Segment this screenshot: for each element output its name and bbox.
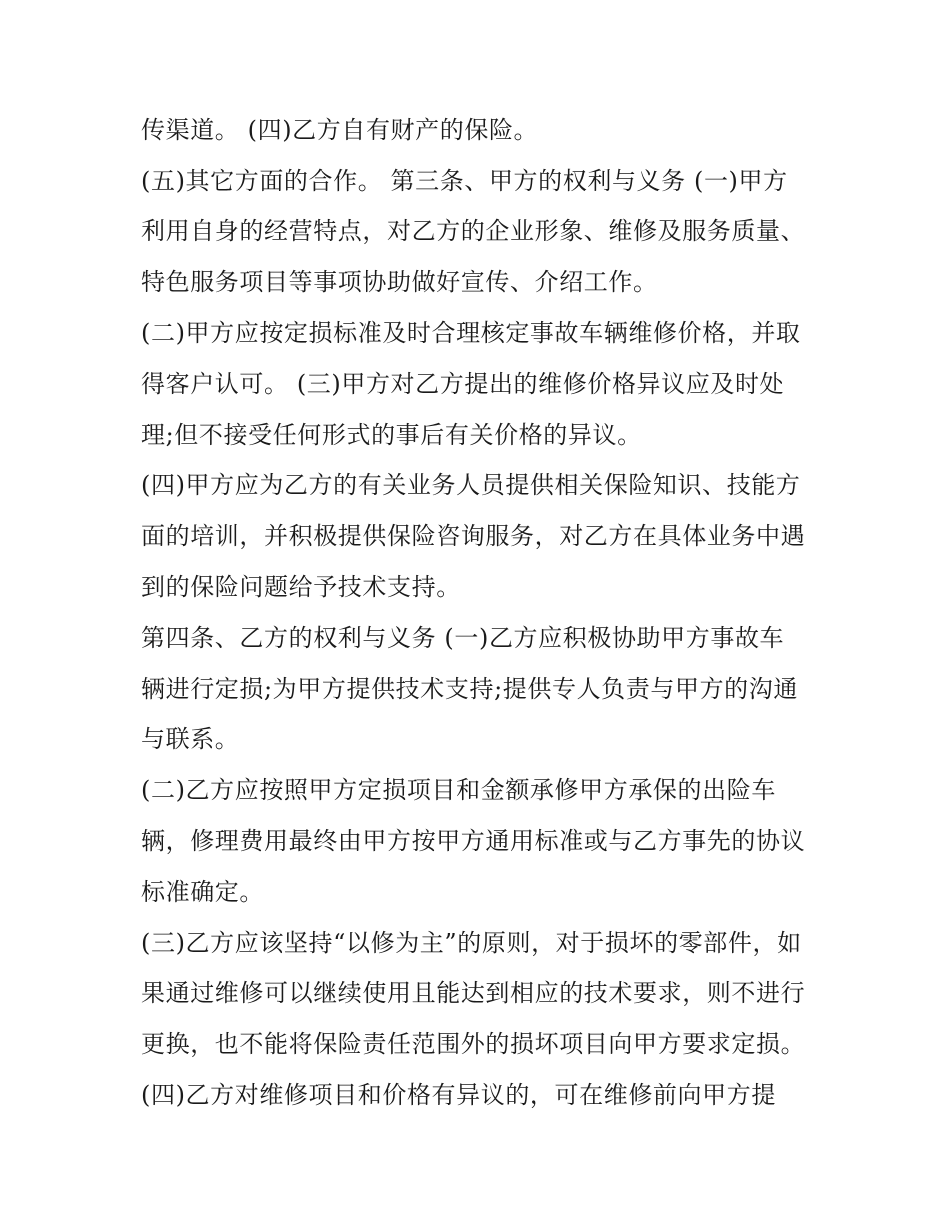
text-line: (二)乙方应按照甲方定损项目和金额承修甲方承保的出险车 [141, 776, 776, 804]
text-line: (四)乙方对维修项目和价格有异议的，可在维修前向甲方提 [141, 1081, 776, 1109]
text-line: 标准确定。 [141, 878, 264, 906]
text-line: 利用自身的经营特点，对乙方的企业形象、维修及服务质量、 [141, 217, 806, 245]
text-line: 面的培训，并积极提供保险咨询服务，对乙方在具体业务中遇 [141, 522, 806, 550]
text-line: 传渠道。 (四)乙方自有财产的保险。 [141, 116, 539, 144]
text-line: 辆进行定损;为甲方提供技术支持;提供专人负责与甲方的沟通 [141, 675, 798, 703]
text-line: 理;但不接受任何形式的事后有关价格的异议。 [141, 421, 642, 449]
text-line: 到的保险问题给予技术支持。 [141, 573, 461, 601]
text-line: (五)其它方面的合作。 第三条、甲方的权利与义务 (一)甲方 [141, 167, 788, 195]
text-line: 与联系。 [141, 725, 240, 753]
text-line: (二)甲方应按定损标准及时合理核定事故车辆维修价格，并取 [141, 319, 801, 347]
text-line: 更换，也不能将保险责任范围外的损坏项目向甲方要求定损。 [141, 1030, 806, 1058]
text-line: (三)乙方应该坚持“以修为主”的原则，对于损坏的零部件，如 [141, 929, 802, 957]
text-line: 果通过维修可以继续使用且能达到相应的技术要求，则不进行 [141, 979, 806, 1007]
text-line: 得客户认可。 (三)甲方对乙方提出的维修价格异议应及时处 [141, 370, 785, 398]
text-line: (四)甲方应为乙方的有关业务人员提供相关保险知识、技能方 [141, 471, 801, 499]
text-line: 第四条、乙方的权利与义务 (一)乙方应积极协助甲方事故车 [141, 624, 785, 652]
text-line: 辆，修理费用最终由甲方按甲方通用标准或与乙方事先的协议 [141, 827, 806, 855]
text-line: 特色服务项目等事项协助做好宣传、介绍工作。 [141, 268, 658, 296]
